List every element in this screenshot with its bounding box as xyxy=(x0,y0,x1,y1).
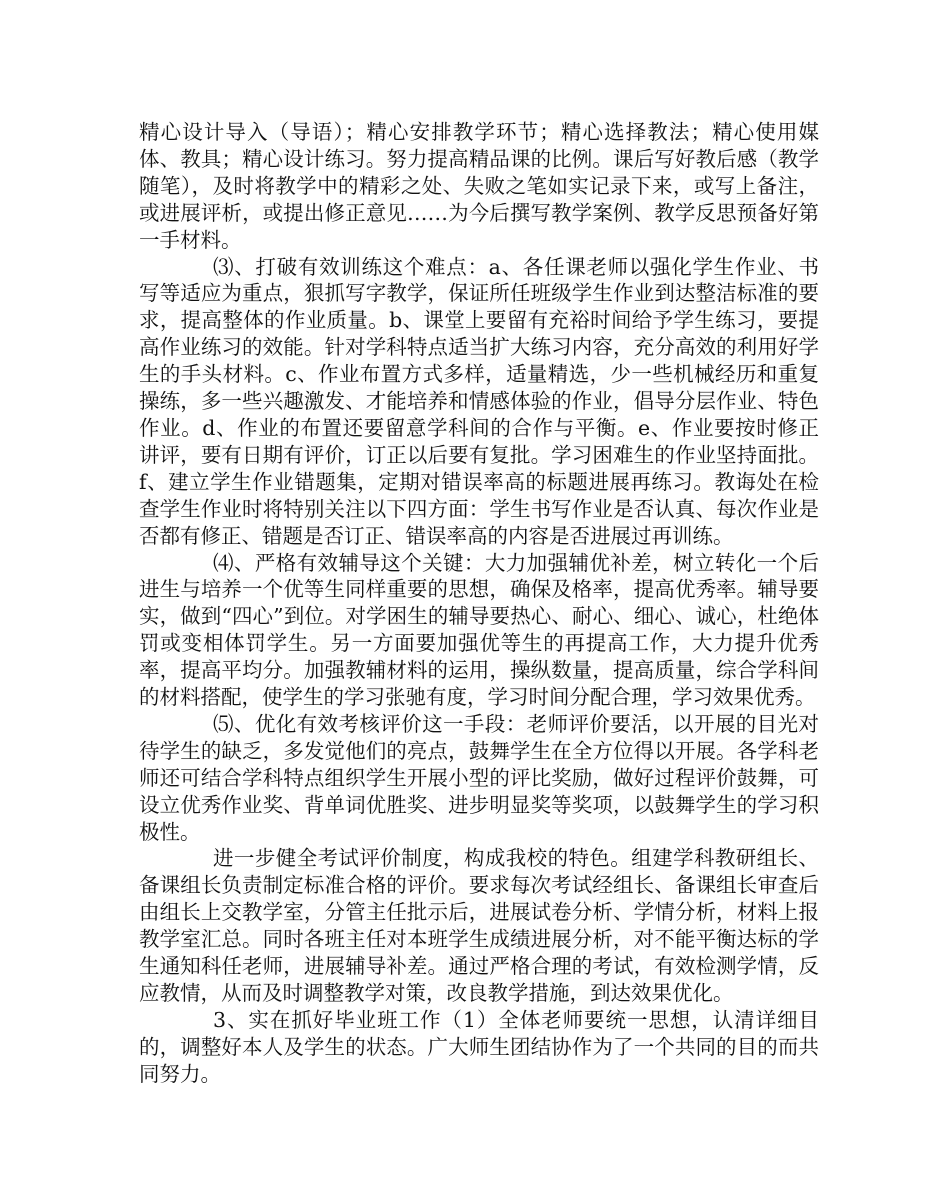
paragraph-assessment: ⑸、优化有效考核评价这一手段：老师评价要活，以开展的目光对待学生的缺乏，多发觉他们的亮点，鼓舞学生在全方位得以开展。各学科老师还可结合学科特点组织学生开展小型的评比奖励，做好过程评价鼓舞，可设立优秀作业奖、背单词优胜奖、进步明显奖等奖项，以鼓舞学生的学习积极性。 xyxy=(139,711,819,844)
document-body xyxy=(139,119,819,1088)
paragraph-lesson-design: 精心设计导入（导语）；精心安排教学环节；精心选择教法；精心使用媒体、教具；精心设计练习。努力提高精品课的比例。课后写好教后感（教学随笔），及时将教学中的精彩之处、失败之笔如实记录下来，或写上备注，或进展评析，或提出修正意见……为今后撰写教学案例、教学反思预备好第一手材料。 xyxy=(139,120,819,252)
paragraph-graduating-class: 3、实在抓好毕业班工作（1）全体老师要统一思想，认清详细目的，调整好本人及学生的状态。广大师生团结协作为了一个共同的目的而共同努力。 xyxy=(139,1007,819,1086)
paragraph-effective-training: ⑶、打破有效训练这个难点：a、各任课老师以强化学生作业、书写等适应为重点，狠抓写字教学，保证所任班级学生作业到达整洁标准的要求，提高整体的作业质量。b、课堂上要留有充裕时间给予学生练习，要提高作业练习的效能。针对学科特点适当扩大练习内容，充分高效的利用好学生的手头材料。c、作业布置方式多样，适量精选，少一些机械经历和重复操练，多一些兴趣激发、才能培养和情感体验的作业，倡导分层作业、特色作业。d、作业的布置还要留意学科间的合作与平衡。e、作业要按时修正讲评，要有日期有评价，订正以后要有复批。学习困难生的作业坚持面批。f、建立学生作业错题集，定期对错误率高的标题进展再练习。教诲处在检查学生作业时将特别关注以下四方面：学生书写作业是否认真、每次作业是否都有修正、错题是否订正、错误率高的内容是否进展过再训练。 xyxy=(139,254,819,548)
paragraph-exam-system: 进一步健全考试评价制度，构成我校的特色。组建学科教研组长、备课组长负责制定标准合格的评价。要求每次考试经组长、备课组长审查后由组长上交教学室，分管主任批示后，进展试卷分析、学情分析，材料上报教学室汇总。同时各班主任对本班学生成绩进展分析，对不能平衡达标的学生通知科任老师，进展辅导补差。通过严格合理的考试，有效检测学情，反应教情，从而及时调整教学对策，改良教学措施，到达效果优化。 xyxy=(139,846,819,1005)
paragraph-effective-tutoring: ⑷、严格有效辅导这个关键：大力加强辅优补差，树立转化一个后进生与培养一个优等生同样重要的思想，确保及格率，提高优秀率。辅导要实，做到“四心”到位。对学困生的辅导要热心、耐心、细心、诚心，杜绝体罚或变相体罚学生。另一方面要加强优等生的再提高工作，大力提升优秀率，提高平均分。加强教辅材料的运用，操纵数量，提高质量，综合学科间的材料搭配，使学生的学习张驰有度，学习时间分配合理，学习效果优秀。 xyxy=(139,550,819,710)
